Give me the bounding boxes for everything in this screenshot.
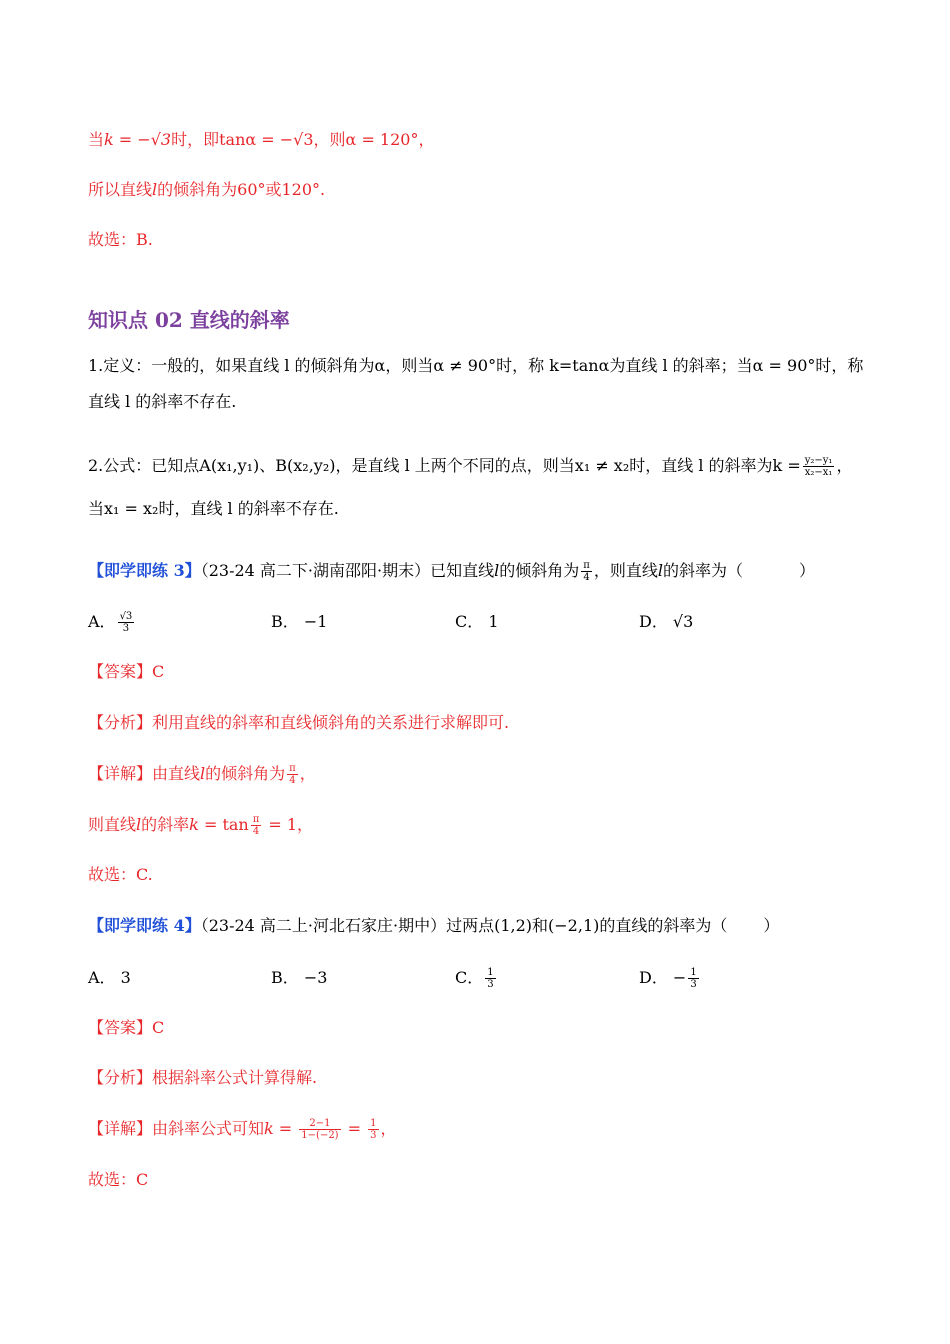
option-a xyxy=(88,610,136,634)
formula-line-2: 当x₁ = x₂时，直线 l 的斜率不存在. xyxy=(88,499,339,518)
calc-3 xyxy=(88,813,313,837)
numerator: π xyxy=(289,763,296,774)
text: ， xyxy=(836,456,853,475)
angle-fraction xyxy=(581,560,592,583)
solution-line-1 xyxy=(88,128,434,152)
option-a: A． 3 xyxy=(88,968,131,987)
option-d: D． √3 xyxy=(639,612,694,631)
math: tanα = −√3 xyxy=(219,130,314,149)
numerator: π xyxy=(583,560,590,571)
solution-choice: 故选：B. xyxy=(88,230,153,249)
math: l xyxy=(494,561,500,580)
text: 【详解】由直线 xyxy=(88,764,201,783)
option-c: C． 1 xyxy=(455,612,499,631)
math: α = 120° xyxy=(345,130,419,149)
text: （23-24 高二下·湖南邵阳·期末）已知直线 xyxy=(200,561,495,580)
question-tag: 【即学即练 3】 xyxy=(88,561,201,580)
slope-fraction xyxy=(299,1118,340,1141)
denominator: 4 xyxy=(583,572,590,583)
text: ，则直线 xyxy=(593,561,658,580)
denominator: 3 xyxy=(690,979,697,990)
math: l xyxy=(136,815,142,834)
text: 时，即 xyxy=(171,130,220,149)
text: 的倾斜角为60°或120°. xyxy=(157,180,326,199)
numerator: 1 xyxy=(690,967,697,978)
numerator: √3 xyxy=(119,611,133,622)
choice-3: 故选：C. xyxy=(88,865,153,884)
numerator: 1 xyxy=(370,1118,377,1129)
text: ，则 xyxy=(313,130,346,149)
math: l xyxy=(200,764,206,783)
denominator: 3 xyxy=(370,1130,377,1141)
text: 的倾斜角为 xyxy=(499,561,580,580)
text: = 1， xyxy=(263,815,314,834)
text: ） xyxy=(763,916,780,935)
solution-line-2 xyxy=(88,178,325,202)
label: D． − xyxy=(639,968,687,987)
text: 则直线 xyxy=(88,815,137,834)
text: = tan xyxy=(198,815,249,834)
text: 当 xyxy=(88,130,105,149)
math: k xyxy=(264,1119,274,1138)
text: 2.公式：已知点A(x₁,y₁)、B(x₂,y₂)，是直线 l 上两个不同的点，则当x₁ ≠ x₂时，直线 l 的斜率为k = xyxy=(88,456,801,475)
detail-3 xyxy=(88,762,316,786)
math: l xyxy=(152,180,158,199)
denominator: 4 xyxy=(252,826,260,837)
angle-fraction xyxy=(251,814,262,837)
denominator: 3 xyxy=(122,623,130,634)
answer-3: 【答案】C xyxy=(88,662,165,681)
text: = xyxy=(273,1119,298,1138)
text: ， xyxy=(380,1119,397,1138)
definition-paragraph: 1.定义：一般的，如果直线 l 的倾斜角为α，则当α ≠ 90°时，称 k=tanα为直线 l 的斜率；当α = 90°时，称直线 l 的斜率不存在. xyxy=(88,356,864,411)
option-fraction xyxy=(688,967,698,990)
formula-line-1 xyxy=(88,454,852,478)
text: 的倾斜角为 xyxy=(205,764,286,783)
text: ， xyxy=(418,130,435,149)
numerator: y₂−y₁ xyxy=(804,455,833,466)
angle-fraction xyxy=(287,763,298,786)
answer-4: 【答案】C xyxy=(88,1018,165,1037)
text: ） xyxy=(798,561,815,580)
analysis-3: 【分析】利用直线的斜率和直线倾斜角的关系进行求解即可. xyxy=(88,713,510,732)
text: （23-24 高二上·河北石家庄·期中）过两点(1,2)和(−2,1)的直线的斜率为（ xyxy=(200,916,728,935)
text: 的斜率 xyxy=(141,815,190,834)
question-tag: 【即学即练 4】 xyxy=(88,916,201,935)
label: A． xyxy=(88,612,116,631)
numerator: 1 xyxy=(487,967,494,978)
question-3 xyxy=(88,559,815,583)
option-c xyxy=(455,966,498,990)
text: ， xyxy=(299,764,316,783)
option-fraction xyxy=(118,611,135,634)
option-fraction xyxy=(485,967,495,990)
text: 【详解】由斜率公式可知 xyxy=(88,1119,265,1138)
denominator: 3 xyxy=(487,979,494,990)
label: C． xyxy=(455,968,484,987)
question-4 xyxy=(88,914,779,938)
text: 的斜率为（ xyxy=(662,561,743,580)
text: = xyxy=(342,1119,367,1138)
denominator: 1−(−2) xyxy=(301,1130,339,1141)
section-heading: 知识点 02 直线的斜率 xyxy=(88,308,290,332)
denominator: 4 xyxy=(289,775,296,786)
math: l xyxy=(657,561,663,580)
math: k xyxy=(189,815,199,834)
denominator: x₂−x₁ xyxy=(804,467,833,478)
numerator: π xyxy=(252,814,260,825)
option-b: B． −1 xyxy=(271,612,328,631)
option-b: B． −3 xyxy=(271,968,328,987)
choice-4: 故选：C xyxy=(88,1170,149,1189)
math: k = −√3 xyxy=(104,130,172,149)
result-fraction xyxy=(368,1118,378,1141)
detail-4 xyxy=(88,1117,397,1141)
option-d xyxy=(639,966,701,990)
text: 所以直线 xyxy=(88,180,153,199)
numerator: 2−1 xyxy=(299,1118,340,1130)
analysis-4: 【分析】根据斜率公式计算得解. xyxy=(88,1068,318,1087)
slope-fraction xyxy=(803,455,835,478)
